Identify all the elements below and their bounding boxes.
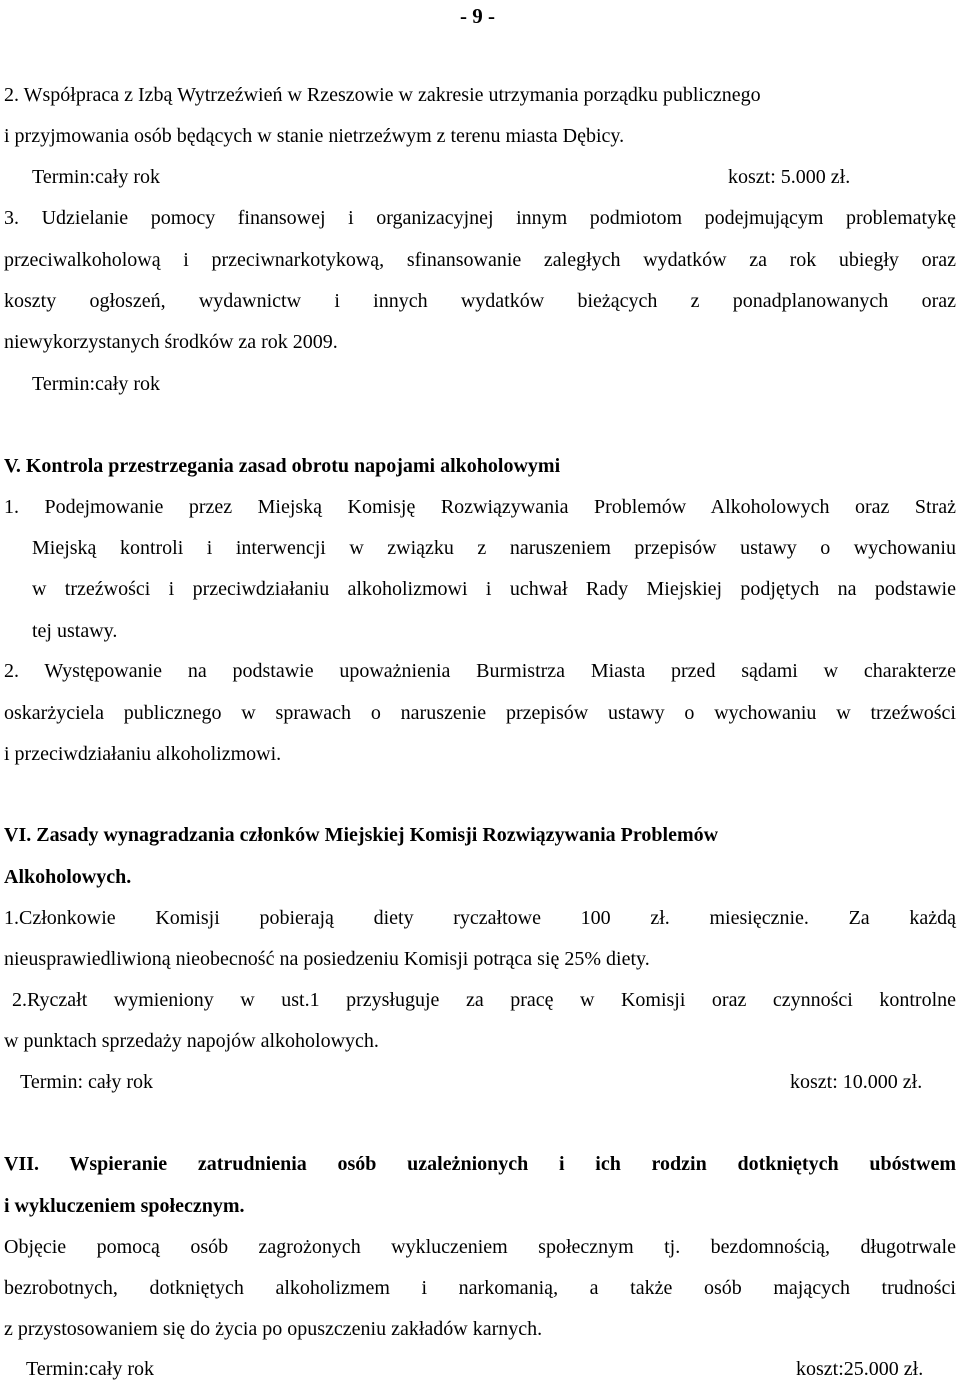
item-3-line-2: przeciwalkoholową i przeciwnarkotykową, sfinansowanie zaległych wydatków za rok ubiegły oraz bbox=[4, 249, 956, 271]
section-vi-item-1-line-1: 1.Członkowie Komisji pobierają diety ryczałtowe 100 zł. miesięcznie. Za każdą bbox=[4, 907, 956, 929]
section-vi-item-1-line-2: nieusprawiedliwioną nieobecność na posiedzeniu Komisji potrąca się 25% diety. bbox=[4, 948, 650, 970]
item-3-line-3: koszty ogłoszeń, wydawnictw i innych wydatków bieżących z ponadplanowanych oraz bbox=[4, 290, 956, 312]
section-vii-heading-line-2: i wykluczeniem społecznym. bbox=[4, 1195, 245, 1217]
section-vi-koszt: koszt: 10.000 zł. bbox=[790, 1071, 923, 1093]
section-v-item-1-line-4: tej ustawy. bbox=[32, 620, 118, 642]
item-3-line-4: niewykorzystanych środków za rok 2009. bbox=[4, 331, 338, 353]
section-v-item-2-line-3: i przeciwdziałaniu alkoholizmowi. bbox=[4, 743, 282, 765]
item-3-termin: Termin:cały rok bbox=[32, 373, 160, 395]
item-2-termin: Termin:cały rok bbox=[32, 166, 160, 188]
section-vi-termin: Termin: cały rok bbox=[20, 1071, 153, 1093]
item-2-koszt: koszt: 5.000 zł. bbox=[728, 166, 851, 188]
section-vi-item-2-line-1: 2.Ryczałt wymieniony w ust.1 przysługuje za pracę w Komisji oraz czynności kontrolne bbox=[12, 989, 956, 1011]
item-2-line-1: 2. Współpraca z Izbą Wytrzeźwień w Rzeszowie w zakresie utrzymania porządku publicznego bbox=[4, 84, 761, 106]
section-v-item-2-line-2: oskarżyciela publicznego w sprawach o naruszenie przepisów ustawy o wychowaniu w trzeźwości bbox=[4, 702, 956, 724]
section-v-item-1-line-1: 1. Podejmowanie przez Miejską Komisję Rozwiązywania Problemów Alkoholowych oraz Straż bbox=[4, 496, 956, 518]
section-vi-item-2-line-2: w punktach sprzedaży napojów alkoholowych. bbox=[4, 1030, 379, 1052]
section-vii-body-line-1: Objęcie pomocą osób zagrożonych wykluczeniem społecznym tj. bezdomnością, długotrwale bbox=[4, 1236, 956, 1258]
page-number: - 9 - bbox=[460, 4, 495, 28]
section-vi-heading-line-2: Alkoholowych. bbox=[4, 866, 132, 888]
section-vii-body-line-3: z przystosowaniem się do życia po opuszczeniu zakładów karnych. bbox=[4, 1318, 543, 1340]
section-vii-body-line-2: bezrobotnych, dotkniętych alkoholizmem i narkomanią, a także osób mających trudności bbox=[4, 1277, 956, 1299]
section-v-item-1-line-2: Miejską kontroli i interwencji w związku z naruszeniem przepisów ustawy o wychowaniu bbox=[32, 537, 956, 559]
section-vii-heading-line-1: VII. Wspieranie zatrudnienia osób uzależnionych i ich rodzin dotkniętych ubóstwem bbox=[4, 1153, 956, 1175]
section-v-item-2-line-1: 2. Występowanie na podstawie upoważnienia Burmistrza Miasta przed sądami w charakterze bbox=[4, 660, 956, 682]
section-v-heading: V. Kontrola przestrzegania zasad obrotu napojami alkoholowymi bbox=[4, 455, 561, 477]
section-v-item-1-line-3: w trzeźwości i przeciwdziałaniu alkoholizmowi i uchwał Rady Miejskiej podjętych na podstawie bbox=[32, 578, 956, 600]
section-vi-heading-line-1: VI. Zasady wynagradzania członków Miejskiej Komisji Rozwiązywania Problemów bbox=[4, 824, 719, 846]
section-vii-termin: Termin:cały rok bbox=[26, 1358, 154, 1380]
item-3-line-1: 3. Udzielanie pomocy finansowej i organizacyjnej innym podmiotom podejmującym problematykę bbox=[4, 207, 956, 229]
item-2-line-2: i przyjmowania osób będących w stanie nietrzeźwym z terenu miasta Dębicy. bbox=[4, 125, 625, 147]
section-vii-koszt: koszt:25.000 zł. bbox=[796, 1358, 924, 1380]
